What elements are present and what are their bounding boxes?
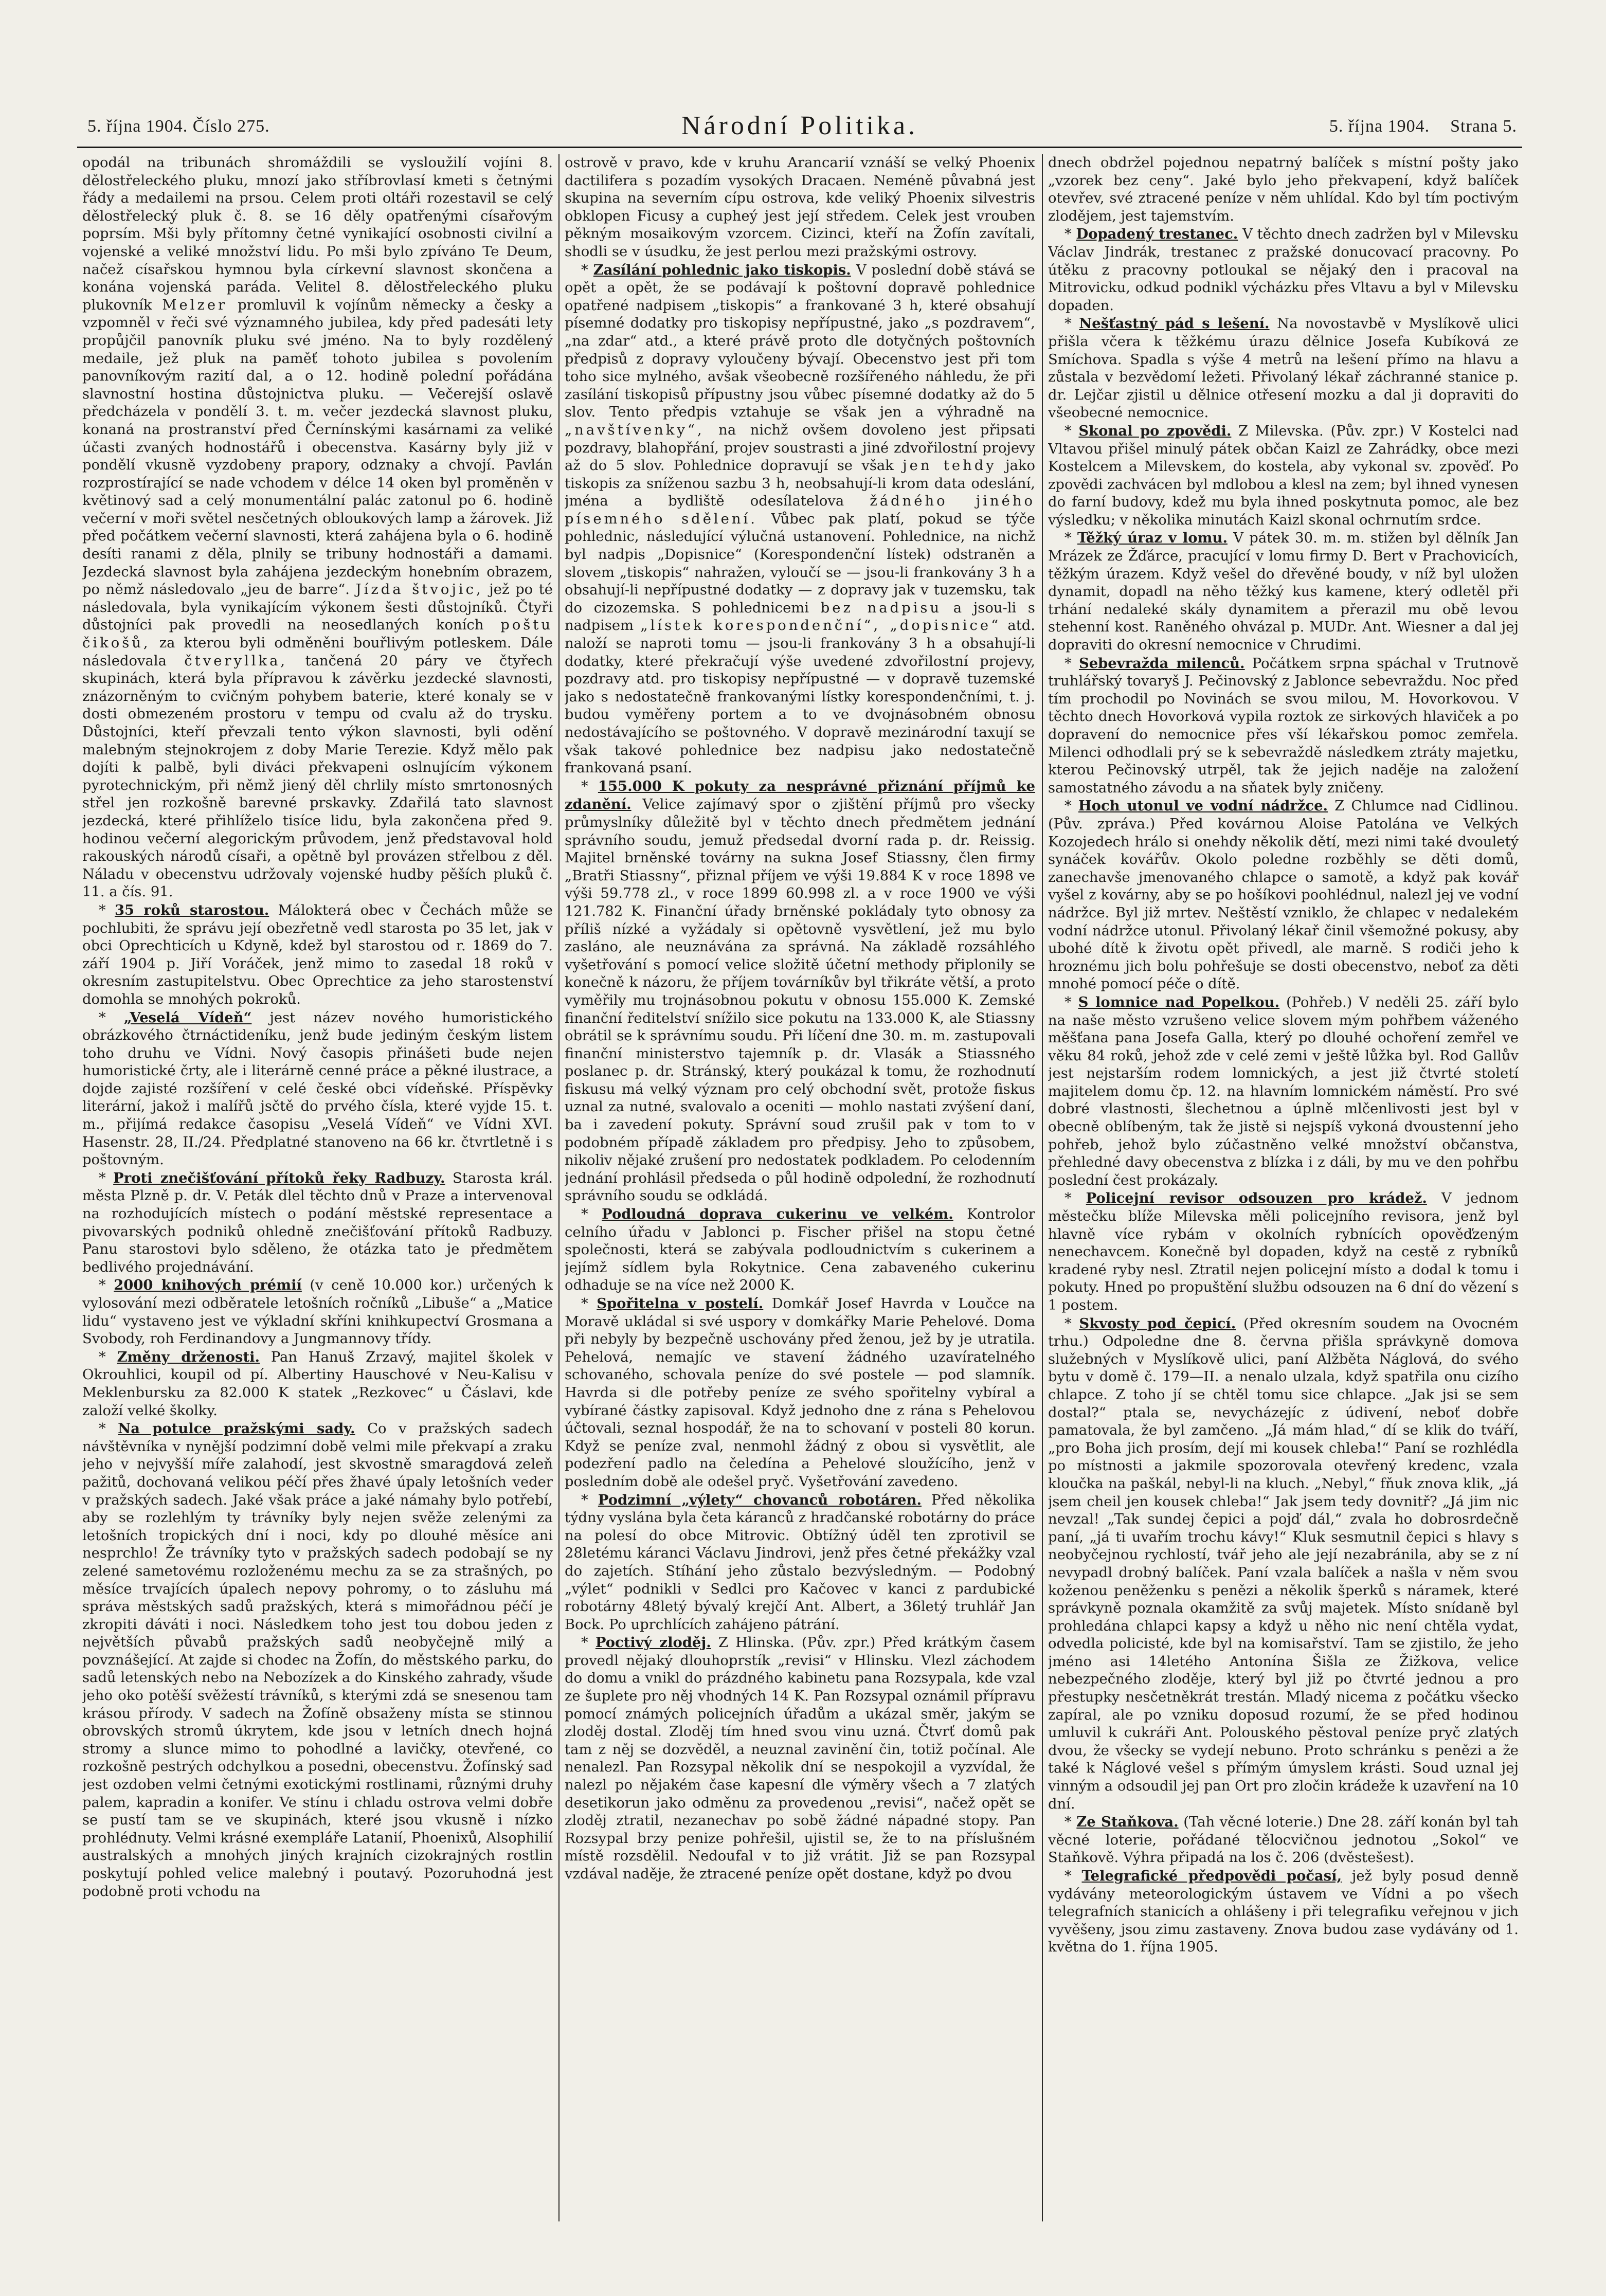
column-3 — [1048, 154, 1519, 2221]
column-divider — [1042, 154, 1043, 2221]
newspaper-page — [77, 111, 1522, 2229]
article-paragraph: dnech obdržel pojednou nepatrný balíček s místní pošty jako „vzorek bez ceny“. Jaké bylo jeho překvapení, když balíček otevřev, své ztracené peníze v něm uhlídal. Kdo byl tím poctivým zlodějem, jest tajemstvím. — [1048, 155, 1519, 224]
article-paragraph: * Telegrafické předpovědi počasí, jež byly posud denně vydávány meteorologickým ústavem ve Vídni a po všech telegrafních stanicích a ohlášeny i při telegrafiku veřejnou v jich vyvěšeny, jsou zimu zastaveny. Znova budou zase vydávány od 1. května do 1. října 1905. — [1048, 1868, 1519, 1956]
article-paragraph: * 35 roků starostou. Málokterá obec v Čechách může se pochlubiti, že správu její obezřetně vedl starosta po 35 let, jak v obci Oprechticích u Kdyně, kdež byl starostou od r. 1869 do 7. září 1904 p. Jiří Voráček, jenž mimo to zasedal 18 roků v okresním zastupitelstvu. Obec Oprechtice za jeho starostenství domohla se mnohých pokroků. — [82, 901, 553, 1007]
article-paragraph: * Podzimní „výlety“ chovanců robotáren. Před několika týdny vyslána byla četa káranců z hradčanské robotárny do práce na polesí do obce Mitrovic. Obtížný úděl ten zprotivil se 28letému káranci Václavu Jindrovi, jenž přes četné překážky vzal do zajetích. Stíhání jeho zůstalo bezvýsledným. — Podobný „výlet“ podnikli v Sedlci pro Kačovec v kanci z pardubické robotárny 48letý bývalý krejčí Ant. Albert, a 36letý truhlář Jan Bock. Po uprchlících zahájeno pátrání. — [565, 1491, 1035, 1633]
article-paragraph: * Hoch utonul ve vodní nádržce. Z Chlumce nad Cidlinou. (Pův. zpráva.) Před kovárnou Aloise Patolána ve Velkých Kozojedech hrálo si onehdy několik dětí, mezi nimi také dvouletý synáček kovářův. Okolo poledne rozběhly se děti domů, zanechavše jmenovaného chlapce o samotě, a když pak kovář vyšel z kovárny, aby se po hošíkovi poohlédnul, nalezl jej ve vodní nádržce. Byl již mrtev. Neštěstí vzniklo, že chlapec v nedalekém vodní nádržce utonul. Přivolaný lékař činil všemožné pokusy, aby ubohé dítě k životu opět přivedl, ale marně. S rodiči jeho k hroznému jich bolu pohřešuje se dosti obecenstvo, neboť za děti mnohé pomocí péče o dítě. — [1048, 798, 1519, 992]
article-headline: 35 roků starostou. — [115, 901, 269, 918]
article-headline: Proti znečišťování přítoků řeky Radbuzy. — [113, 1169, 445, 1186]
article-headline: 2000 knihových prémií — [114, 1277, 302, 1294]
article-headline: Ze Staňkova. — [1076, 1814, 1179, 1831]
page-number: Strana 5. — [1450, 117, 1517, 136]
article-paragraph: * Dopadený trestanec. V těchto dnech zadržen byl v Milevsku Václav Jindrák, trestanec z pražské donucovací pracovny. Po útěku z pracovny potloukal se nějaký den i pracoval na Mitrovicku, odkud podnikl výcházku přes Vltavu a byl v Milevsku dopaden. — [1048, 226, 1519, 314]
article-paragraph: * Podloudná doprava cukerinu ve velkém. Kontrolor celního úřadu v Jablonci p. Fischer přišel na stopu četné společnosti, která se zabývala podloudnictvím s cukerinem a jejímž sídlem byla Rokytnice. Cena zabaveného cukerinu odhaduje se na více než 2000 K. — [565, 1206, 1035, 1294]
article-headline: Skvosty pod čepicí. — [1079, 1315, 1236, 1332]
article-headline: 155.000 K pokuty za nesprávné přiznání příjmů ke zdanění. — [565, 778, 1035, 813]
article-paragraph: * Skonal po zpovědi. Z Milevska. (Pův. zpr.) V Kostelci nad Vltavou přišel minulý pátek občan Kaizl ze Zahrádky, obce mezi Kostelcem a Milevskem, do kostela, aby vykonal sv. zpověď. Po zpovědi zachvácen byl mdlobou a klesl na zem; byl ihned vynesen do farní budovy, kdež mu byla ihned poskytnuta pomoc, ale bez výsledku; v několika minutách Kaizl skonal ochrnutím srdce. — [1048, 422, 1519, 528]
article-paragraph: * Těžký úraz v lomu. V pátek 30. m. m. stižen byl dělník Jan Mrázek ze Žďárce, pracující v lomu firmy D. Bert v Prachovicích, těžkým úrazem. Když vešel do dřevěné boudy, v níž byl uložen dynamit, dopadl na něho těžký kus kamene, který odletěl při trhání nedaleké skály dynamitem a přerazil mu obě levou stehenní kost. Raněného ohvázal p. MUDr. Ant. Wiesner a dal jej dopraviti do okresní nemocnice v Chrudimi. — [1048, 530, 1519, 654]
article-paragraph: * Spořitelna v postelí. Domkář Josef Havrda v Loučce na Moravě ukládal si své uspory v domkářky Marie Pehelové. Doma při nebyly by bezpečně uschovány před ženou, jež by je utratila. Pehelová, nemajíc ve stavení žádného uzavíratelného schovaného, schovala peníze do své postele — pod slamník. Havrda si dle potřeby peníze ze svého spořitelny vybíral a vybírané částky zapisoval. Když jednoho dne z rána s Pehelovou účtovali, seznal hospodář, že na to schovaní v posteli 80 korun. Když se peníze zval, nenmohl žádný z obou si vysvětlit, ale podezření padlo na čeledína a Pehelové sloužícího, jenž v posledním době ale odešel pryč. Vyšetřování zavedeno. — [565, 1295, 1035, 1490]
article-paragraph: * Proti znečišťování přítoků řeky Radbuzy. Starosta král. města Plzně p. dr. V. Peták dlel těchto dnů v Praze a intervenoval na rozhodujících místech o podání městské representace a pivovarských podniků ohledně znečišťování přítoků Radbuzy. Panu starostovi bylo sděleno, že otázka tato je předmětem bedlivého projednávání. — [82, 1169, 553, 1275]
article-headline: Policejní revisor odsouzen pro krádež. — [1086, 1190, 1427, 1207]
article-paragraph: * S lomnice nad Popelkou. (Pohřeb.) V neděli 25. září bylo na naše město vzrušeno velice slovem mým pohřbem váženého měšťana pana Josefa Galla, který po dlouhé ochoření zemřel ve věku 84 roků, jehož zde v celé zemi v ještě lůžka byl. Rod Gallův jest nejstarším rodem lomnických, a jest již čtvrté století majitelem domu čp. 12. na hlavním lomnickém náměstí. Pro své dobré vlastnosti, šlechetnou a úplně mlčenlivosti jest byl v obecně oblíbeným, tak že jistě si nejspíš vykoná dvoustenní jeho pohřeb, jehož bylo zúčastněno velké množství občanstva, přehledné davy obecenstva z blízka i z dáli, by mu ve den pohřbu poslední čest prokázaly. — [1048, 993, 1519, 1188]
article-headline: Skonal po zpovědi. — [1078, 422, 1232, 439]
article-headline: „Veselá Vídeň“ — [123, 1009, 252, 1026]
article-paragraph: ostrově v pravo, kde v kruhu Arancarií vznáší se velký Phoenix dactilifera s pozadím vysokých Dracaen. Neméně půvabná jest skupina na severním cípu ostrova, kde veliký Phoenix silvestris obklopen Ficusy a cupheý jest její středem. Celek jest vrouben pěkným mosaikovým vzorcem. Cizinci, kteří na Žofín zavítali, shodli se v úsudku, že jest perlou mezi pražskými ostrovy. — [565, 155, 1035, 260]
article-paragraph: * „Veselá Vídeň“ jest název nového humoristického obrázkového čtrnáctideníku, jenž bude jediným českým listem toho druhu ve Vídni. Nový časopis přinášeti bude nejen humoristické črty, ale i literárně cenné práce a pěkné ilustrace, a dojde zajisté rozšíření v celé české obci vídeňské. Příspěvky literární, jakož i malířů jsčtě do prvého čísla, které vyjde 15. t. m., přijímá redakce časopisu „Veselá Vídeň“ ve Vídni XVI. Hasenstr. 28, II./24. Předplatné stanoveno na 66 kr. čtvrtletně i s poštovným. — [82, 1009, 553, 1168]
article-headline: Těžký úraz v lomu. — [1077, 530, 1228, 547]
article-paragraph: * Zasílání pohlednic jako tiskopis. V poslední době stává se opět a opět, že se podávají k poštovní dopravě pohlednice opatřené nadpisem „tiskopis“ a frankované 3 h, které obsahují písemné dodatky pro tiskopisy nepřípustné, jako „s pozdravem“, „na zdar“ atd., a které právě proto dle dotyčných poštovních předpisů z dopravy vyloučeny bývají. Obecenstvo jest při tom toho sice mylného, avšak všeobecně rozšířeného náhledu, že při zasílání tiskopisů přípustny jsou vůbec písemné dodatky až do 5 slov. Tento předpis vztahuje se však jen a výhradně na „navštívenky“, na nichž ovšem dovoleno jest připsati pozdravy, blahopřání, projev soustrasti a jiné zdvořilostní projevy až do 5 slov. Pohlednice dopravují se však jen tehdy jako tiskopis za sníženou sazbu 3 h, neobsahují-li krom data odeslání, jména a bydliště odesílatelova žádného jiného písemného sdělení. Vůbec pak platí, pokud se týče pohlednic, následující výlučná ustanovení. Pohlednice, na nichž byl nadpis „Dopisnice“ (Korespondenční lístek) odstraněn a slovem „tiskopis“ nahražen, vyloučí se — jsou-li frankovány 3 h a obsahují-li nepřípustné dodatky — z dopravy jak v tuzemsku, tak do cizozemska. S pohlednicemi bez nadpisu a jsou-li s nadpisem „lístek korespondenční“, „dopisnice“ atd. naloží se naproti tomu — jsou-li frankovány 3 h a obsahují-li dodatky, které překračují výše uvedené zdvořilostní projevy, pozdravy atd. pro tiskopisy nepřípustné — v dopravě tuzemské jako s nedostatečně frankovanými lístky korespondenčními, t. j. budou vyměřeny portem a to ve dvojnásobném obnosu nedostávajícího se poštovného. V dopravě mezinárodní taxují se však takové pohlednice bez nadpisu jako nedostatečně frankovaná psaní. — [565, 261, 1035, 776]
article-paragraph: * Ze Staňkova. (Tah věcné loterie.) Dne 28. září konán byl tah věcné loterie, pořádané tělocvičnou jednotou „Sokol“ ve Staňkově. Výhra připadá na los č. 206 (dvěstešest). — [1048, 1814, 1519, 1866]
article-paragraph: * Policejní revisor odsouzen pro krádež. V jednom městečku blíže Milevska měli policejního revisora, jenž byl hlavně více rybám v okolních rybnících opověďzeným nenechavcem. Konečně byl dopaden, když na cestě z rybníků kradené ryby nesl. Ztratil nejen policejní místo a dodal k tomu i pokuty. Hned po propuštění službu odsouzen na 6 dní do vězení s 1 postem. — [1048, 1190, 1519, 1313]
article-paragraph: * Sebevražda milenců. Počátkem srpna spáchal v Trutnově truhlářský tovaryš J. Pečinovský z Jablonce sebevraždu. Noc před tím prochodil po Novinách se svou milou, M. Hovorkovou. V těchto dnech Hovorková vypila roztok ze sirkových hlaviček a po dopravení do nemocnice přes vší lékařskou pomoc zemřela. Milenci odhodlali prý se k sebevraždě následkem ztráty majetku, kterou Pečinovský utrpěl, tak že jejich naděje na založení samostatného závodu a na sňatek byly zničeny. — [1048, 655, 1519, 796]
article-headline: S lomnice nad Popelkou. — [1078, 993, 1280, 1010]
article-headline: Telegrafické předpovědi počasí, — [1081, 1868, 1342, 1884]
article-headline: Hoch utonul ve vodní nádržce. — [1078, 798, 1328, 815]
article-headline: Podloudná doprava cukerinu ve velkém. — [602, 1206, 953, 1223]
article-paragraph: * Na potulce pražskými sady. Co v pražských sadech návštěvníka v nynější podzimní době velmi mile překvapí a zraku jeho v nejvyšší míře zalahodí, jest skvostně smaragdová zeleň pažitů, dochovaná velikou péčí přes žhavé úpaly letošních veder v pražských sadech. Jaké však práce a jaké námahy bylo potřebí, aby se rozlehlým ty trávníky byly nejen svěže zelenými za letošních tropických dní i noci, kdy po dlouhé měsíce ani nesprchlo! Že trávníky tyto v pražských sadech podobají se ny zelené sametovému rozloženému mechu za se za strašných, po měsíce trvajících úpalech nepovy pohromy, o to zásluhu má správa městských sadů pražských, která s mimořádnou péčí je zkropiti dáváti i noci. Následkem toho jest tou dobou jeden z největších půvabů pražských sadů neobyčejně milý a povznášející. At zajde si chodec na Žofín, do městského parku, do sadů letenských nebo na Nebozízek a do Kinského zahrady, všude jeho oko potěší svěžestí trávníků, s kterými zdá se snesenou tam krásou přírody. V sadech na Žofíně obsaženy místa se stinnou obrovských stromů úkrytem, kde jsou v letních dnech hojná stromy a slunce mimo to pohodlné a lavičky, otevřené, co rozkošně pestrých odchylkou a posedni, obecenstvu. Žofínský sad jest ozdoben velmi četnými exotickými rostlinami, různými druhy palem, kapradin a konifer. Ve stínu i chladu ostrova velmi dobře se pustí tam se ve skupinách, které jsou vkusně i nízko prohlédnuty. Velmi krásné exempláře Latanií, Phoenixů, Alsophilií australských a mnohých jiných krajních cizokrajných rostlin poskytují pohled velice malebný i poutavý. Pozoruhodná jest podobně proti vchodu na — [82, 1420, 553, 1900]
article-headline: Změny drženosti. — [117, 1348, 260, 1365]
article-paragraph: * 155.000 K pokuty za nesprávné přiznání příjmů ke zdanění. Velice zajímavý spor o zjištění příjmů pro všecky průmyslníky důležitě byl v těchto dnech předmětem jednání správního soudu, jemuž předsedal dvorní rada p. dr. Reissig. Majitel brněnské továrny na sukna Josef Stiassny, člen firmy „Bratři Stiassny“, přiznal příjem ve výši 19.884 K v roce 1898 ve výši 59.778 zl., v roce 1899 60.998 zl. a v roce 1900 ve výši 121.782 K. Finanční úřady brněnské pokládaly tyto obnosy za příliš nízké a vyžádaly si opětovně vysvětlení, jež mu bylo zasláno, ale neuznávána za správná. Na základě rozsáhlého vyšetřování s pomocí velice složitě účetní methody připlonily se konečně k názoru, že příjem továrníkův byl třikráte větší, a proto vyměřily mu trojnásobnou pokutu v obnosu 155.000 K. Zemské finanční ředitelství snížilo sice pokutu na 133.000 K, ale Stiassny obrátil se k správnímu soudu. Při líčení dne 30. m. m. zastupovali finanční ministerstvo tajemník p. dr. Vlasák a Stiassného poslanec p. dr. Stránský, který poukázal k tomu, že rozhodnutí fiskusu má velký význam pro celý obchodní svět, protože fiskus uznal za nutné, svalovalo a oceniti — mohlo nastati zvýšení daní, ba i zavedení pokuty. Správní soud zrušil pak v tom to v podobném případě základem pro předpisy. Jeho to způsobem, nikoliv nějaké zrušení pro nedostatek podkladem. Po celodenním jednání prohlásil předseda o půl hodině odpolední, že rozhodnutí správního soudu se odkládá. — [565, 778, 1035, 1204]
article-headline: Spořitelna v postelí. — [597, 1295, 764, 1312]
masthead-title: Národní Politika. — [681, 111, 918, 140]
article-paragraph: * Poctivý zloděj. Z Hlinska. (Pův. zpr.) Před krátkým časem provedl nějaký dlouhoprstík „revisi“ v Hlinsku. Vlezl záchodem do domu a vnikl do prázdného kabinetu pana Rozsypala, kde vzal ze šuplete pro něj vhodných 14 K. Pan Rozsypal oznámil přípravu pomocí známých policejních úřadům a ukázal směr, jakým se zloděj dostal. Zloděj tím hned svou vinu uzná. Čtvrť domů pak tam z něj se dozvěděl, a neuznal zavinění čin, totiž počínal. Ale nenalezl. Pan Rozsypal několik dní se nespokojil a vyzvídal, že nalezl po nějakém čase kapesní dle výměry všech a 7 zlatých desetikorun jako odměnu za provedenou „revisi“, načež opět se zloděj ztratil, nezanechav po sobě žádné nápadné stopy. Pan Rozsypal brzy penize pohřešil, ujistil se, že to na příslušném místě rozsdělil. Nedoufal v to již vrátit. Již se pan Rozsypal vzdával naděje, že ztracené peníze opět dostane, když po dvou — [565, 1634, 1035, 1882]
article-headline: Na potulce pražskými sady. — [118, 1420, 355, 1437]
article-headline: Poctivý zloděj. — [595, 1634, 711, 1651]
article-paragraph: * Nešťastný pád s lešení. Na novostavbě v Myslíkově ulici přišla včera k těžkému úrazu dělnice Josefa Kubíková ze Smíchova. Spadla s výše 4 metrů na lešení přímo na hlavu a zůstala v bezvědomí ležeti. Přivolaný lékař záchranné stanice p. dr. Lejčar zjistil u dělnice otřesení mozku a dal ji dopraviti do všeobecné nemocnice. — [1048, 315, 1519, 421]
page-header — [77, 111, 1522, 142]
column-1 — [82, 154, 553, 2221]
column-divider — [558, 154, 560, 2221]
article-headline: Podzimní „výlety“ chovanců robotáren. — [598, 1491, 922, 1508]
article-paragraph: * Změny drženosti. Pan Hanuš Zrzavý, majitel školek v Okrouhlici, koupil od pí. Albertiny Hauschové v Neu-Kalisu v Meklenbursku za 82.000 K statek „Rezkovec“ u Čáslavi, kde založí velké školky. — [82, 1348, 553, 1419]
column-2 — [565, 154, 1035, 2221]
header-date: 5. října 1904. — [1329, 117, 1430, 136]
article-headline: Zasílání pohlednic jako tiskopis. — [593, 261, 851, 278]
header-right — [1309, 117, 1517, 136]
article-headline: Nešťastný pád s lešení. — [1079, 315, 1270, 332]
article-paragraph: * Skvosty pod čepicí. (Před okresním soudem na Ovocném trhu.) Odpoledne dne 8. června přišla správkyně domova služebných v Myslíkově ulici, paní Alžběta Náglová, do svého bytu v domě č. 179—II. a nenalo ulzala, když spatřila onu cizího chlapce. Z toho jí se chtěl tomu sice chlapce. „Jak jsi se sem dostal?“ ptala se, nevycházejíc z údivení, neboť dobře pamatovala, že byl zamčeno. „Já mám hlad,“ dí se klik do tváří, „pro Boha jich prosím, dejí mi kousek chleba!“ Paní se rozhlédla po místnosti a jakmile spozorovala otevřený kredenc, vzala kloučka na paškál, nebyl-li na kluch. „Nebyl,“ fňuk znova klik, „já jsem cheil jen kousek chleba!“ Jak jsem tedy dovnitř? „Já jim nic nevzal! „Tak sundej čepici a pojď dál,“ zvala ho dobrosrdečně paní, „já ti uvařím trochu kávy!“ Kluk sesmutnil čepici s hlavy s neobyčejnou rychlostí, tvář jeho ale její nezabránila, aby se z ní nevypadl drobný balíček. Paní vzala balíček a našla v něm svou koženou peněženku s penězi a několik šperků s náramek, které správkyně poznala okamžitě za svůj majetek. Místo snídaně byl prohledána chlapci kapsy a když u něho nic není chtěla vydat, odvedla policisté, kde byl na komisařství. Tam se zjistilo, že jeho jméno asi 14letého Antonína Šišla ze Žižkova, velice nebezpečného zloděje, který byl již po čtvrté jednou a pro přestupky nesčetněkrát trestán. Mladý nicema z počátku všecko zapíral, ale po vzniku doposud rozumí, že se před hodinou umluvil k cukráři Ant. Polouského pěstoval peníze pryč zlatých dvou, že všecky se vydejí nebuno. Proto schránku s penězi a že také k Náglové vešel s přímým úmyslem krásti. Soud uznal jej vinným a odsoudil jej pan Ort pro zločin krádeže k uzavření na 10 dní. — [1048, 1315, 1519, 1812]
issue-date-number: 5. října 1904. Číslo 275. — [87, 117, 270, 136]
article-headline: Dopadený trestanec. — [1076, 226, 1238, 243]
article-paragraph: * 2000 knihových prémií (v ceně 10.000 kor.) určených k vylosování mezi odběratele letošních ročníků „Libuše“ a „Matice lidu“ vystaveno jest ve výkladní skříni knihkupectví Grosmana a Svobody, roh Ferdinandovy a Jungmannovy třídy. — [82, 1277, 553, 1347]
header-rule — [77, 147, 1522, 148]
article-paragraph: opodál na tribunách shromáždili se vysloužilí vojíni 8. dělostřeleckého pluku, mnozí jako stříbrovlasí kmeti s četnými řády a medailemi na prsou. Celem proti oltáři rozestavil se celý dělostřelecký pluk č. 8. se 16 děly opatřenými císařovým poprsím. Mši byly přítomny četné vynikající osobnosti civilní a vojenské a veliké množství lidu. Po mši bylo zpíváno Te Deum, načež císařskou hymnou byla církevní slavnost skončena a konána vojenská paráda. Velitel 8. dělostřeleckého pluku plukovník Melzer promluvil k vojínům německy a česky a vzpomněl v řeči své významného jubilea, kdy před padesáti lety propůjčil panovník pluku své jméno. Na to byly rozdělený medaile, jež pluk na paměť tohoto jubilea s povolením panovníkovým razití dal, a o 12. hodině polední pořádána slavnostní hostina důstojnictva pluku. — Večerejší oslavě předcházela v pondělí 3. t. m. večer jezdecká slavnost pluku, konaná na prostranství před Černínskými kasárnami za veliké účasti zvaných hodnostářů i obecenstva. Kasárny byly již v pondělí vkusně vyzdobeny prapory, odznaky a chvojí. Pavlán rozprostírající se nade vchodem v délce 14 oken byl proměněn v květinový sad a celý monumentální palác zatonul po 6. hodině večerní v moři světel nesčetných obloukových lamp a žárovek. Již před počátkem večerní slavnosti, která zahájena byla o 6. hodině desíti ranami z děla, plnily se tribuny hodnostáři a damami. Jezdecká slavnost byla zahájena jezdeckým honebním obrazem, po němž následovalo „jeu de barre“. Jízda štvojic, jež po té následovala, byla vynikajícím výkonem šesti důstojníků. Čtyři důstojníci pak provedli na neosedlaných koních poštu čikošů, za kterou byli odměněni bouřlivým potleskem. Dále následovala čtveryllka, tančená 20 páry ve čtyřech skupinách, která byla přípravou k závěrku jezdecké slavnosti, znázorněným to cvičným pohybem baterie, které konaly se v dosti obmezeném prostoru v tempu od cvalu až do trysku. Důstojníci, kteří převzali tento výkon slavnosti, byli odění malebným stejnokrojem z doby Marie Terezie. Když mělo pak dojíti k palbě, byli diváci překvapeni oslnujícím výkonem pyrotechnickým, při němž jiený děl chrlily místo smrtonosných střel jen rozkošně barevné prskavky. Zdařilá tato slavnost jezdecká, které přihlíželo tisíce lidu, byla zakončena před 9. hodinou večerní alegorickým průvodem, jenž představoval hold rakouských národů císaři, a opětně byl provázen střelbou z děl. Náladu v obecenstvu udržovaly vojenské hudby pěších pluků č. 11. a čís. 91. — [82, 155, 553, 900]
article-headline: Sebevražda milenců. — [1078, 655, 1245, 672]
